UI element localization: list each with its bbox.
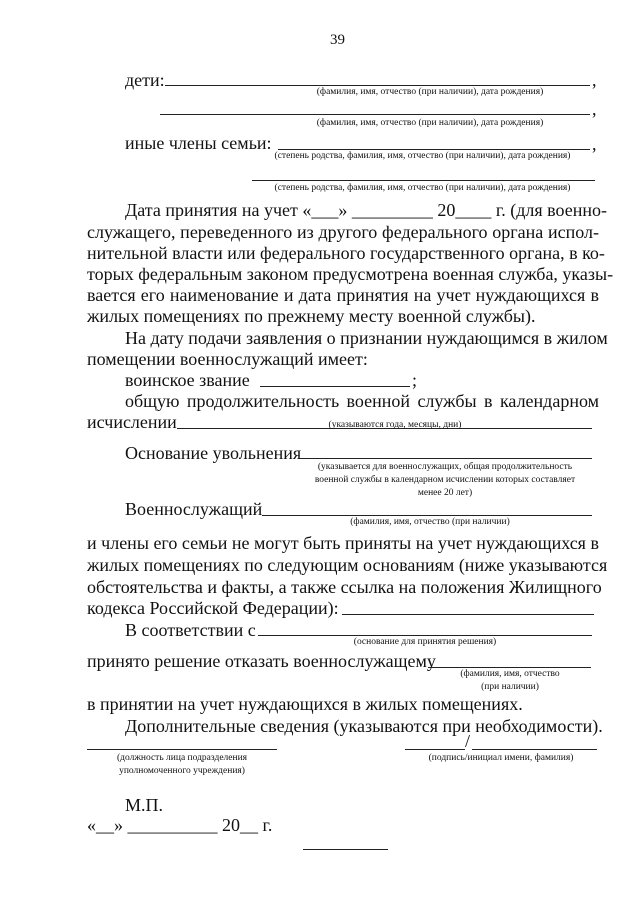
hint-dismissal-3: менее 20 лет) — [417, 488, 473, 498]
serviceman-label: Военнослужащий — [125, 499, 263, 519]
comma: , — [592, 70, 597, 90]
application-date-line-1: На дату подачи заявления о признании нуждающимся в жилом — [125, 328, 608, 348]
hint-fio-dob: (фамилия, имя, отчество (при наличии), дата рождения) — [316, 87, 544, 97]
hint-basis: (основание для принятия решения) — [353, 637, 497, 647]
hint-fio-2b: (при наличии) — [481, 682, 539, 692]
accordance-field[interactable] — [258, 635, 592, 636]
hint-fio: (фамилия, имя, отчество (при наличии) — [350, 517, 510, 527]
hint-dismissal-2: военной службы в календарном исчислении которых составляет — [314, 475, 576, 485]
rank-label: воинское звание — [125, 370, 250, 390]
decision-field[interactable] — [428, 667, 591, 668]
hint-dismissal-1: (указывается для военнослужащих, общая продолжительность — [317, 462, 573, 472]
hint-official-2: уполномоченного учреждения) — [119, 766, 245, 776]
dismissal-label: Основание увольнения — [125, 443, 302, 463]
other-members-field-2[interactable] — [252, 180, 595, 181]
grounds-line-1: и члены его семьи не могут быть приняты на учет нуждающихся в — [87, 533, 599, 553]
application-date-line-2: помещении военнослужащий имеет: — [87, 349, 368, 369]
children-field-1[interactable] — [165, 85, 590, 86]
additional-info: Дополнительные сведения (указываются при необходимости). — [125, 716, 603, 736]
hint-relation-fio-dob: (степень родства, фамилия, имя, отчество (при наличии), дата рождения) — [274, 183, 571, 193]
reg-date-line-1: Дата принятия на учет «___» _________ 20____ г. (для военно- — [125, 200, 607, 220]
date-line[interactable]: «__» __________ 20__ г. — [87, 815, 273, 835]
grounds-line-3: обстоятельства и факты, а также ссылка на положения Жилищного — [87, 577, 602, 597]
official-position-field[interactable] — [87, 749, 277, 750]
decision-label: принято решение отказать военнослужащему — [87, 651, 436, 671]
reg-date-line-6: жилых помещениях по прежнему месту военной службы). — [87, 306, 536, 326]
serviceman-field[interactable] — [262, 515, 592, 516]
other-members-label: иные члены семьи: — [125, 133, 272, 153]
children-label: дети: — [125, 70, 165, 90]
semicolon: ; — [412, 370, 418, 390]
reg-date-line-2: служащего, переведенного из другого федерального органа испол- — [87, 222, 599, 242]
reg-date-line-4: торых федеральным законом предусмотрена военная служба, указы- — [87, 264, 614, 284]
hint-years: (указываются года, месяцы, дни) — [328, 420, 462, 430]
reg-date-line-3: нительной власти или федерального государственного органа, в ко- — [87, 243, 605, 263]
hint-relation-fio-dob: (степень родства, фамилия, имя, отчество (при наличии), дата рождения) — [274, 151, 571, 161]
signature-slash: / — [465, 731, 471, 751]
refusal-line: в принятии на учет нуждающихся в жилых помещениях. — [87, 694, 523, 714]
grounds-line-2: жилых помещениях по следующим основаниям (ниже указываются — [87, 555, 608, 575]
page-number: 39 — [330, 32, 345, 48]
service-length-line: общую продолжительность военной службы в календарном — [125, 391, 599, 411]
accordance-label: В соответствии с — [125, 620, 256, 640]
stamp-label: М.П. — [125, 795, 164, 815]
signature-field[interactable] — [405, 749, 465, 750]
comma: , — [592, 99, 597, 119]
footer-divider — [303, 849, 388, 850]
dismissal-field[interactable] — [298, 458, 592, 459]
other-members-field-1[interactable] — [278, 149, 590, 150]
hint-signature: (подпись/инициал имени, фамилия) — [428, 753, 574, 763]
calc-label: исчислении — [87, 412, 177, 432]
comma: , — [592, 134, 597, 154]
children-field-2[interactable] — [160, 114, 590, 115]
grounds-line-4: кодекса Российской Федерации): — [87, 598, 339, 618]
name-initials-field[interactable] — [472, 749, 597, 750]
hint-fio-2a: (фамилия, имя, отчество — [460, 669, 560, 679]
hint-official-1: (должность лица подразделения — [116, 753, 248, 763]
rank-field[interactable] — [260, 386, 410, 387]
grounds-field[interactable] — [342, 614, 594, 615]
hint-fio-dob: (фамилия, имя, отчество (при наличии), дата рождения) — [316, 118, 544, 128]
reg-date-line-5: вается его наименование и дата принятия на учет нуждающихся в — [87, 285, 599, 305]
